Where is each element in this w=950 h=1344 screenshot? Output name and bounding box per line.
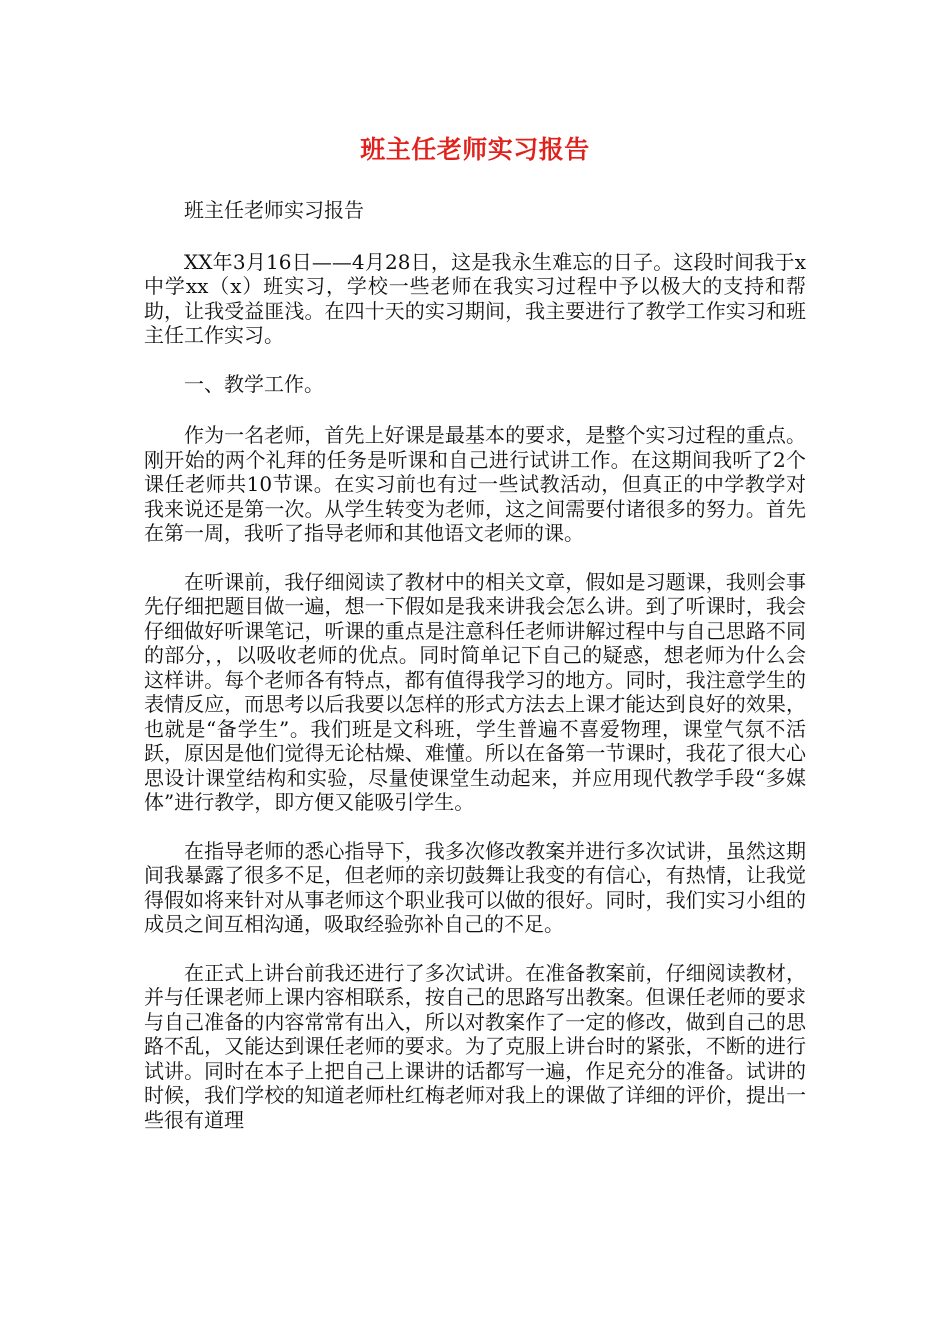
body-paragraph: 在正式上讲台前我还进行了多次试讲。在准备教案前，仔细阅读教材，并与任课老师上课内容相联系，按自己的思路写出教案。但课任老师的要求与自己准备的内容常常有出入，所以对教案作了一定的修改，做到自己的思路不乱，又能达到课任老师的要求。为了克服上讲台时的紧张，不断的进行试讲。同时在本子上把自己上课讲的话都写一遍，作足充分的准备。试讲的时候，我们学校的知道老师杜红梅老师对我上的课做了详细的评价，提出一些很有道理 — [144, 960, 806, 1132]
subtitle-paragraph: 班主任老师实习报告 — [184, 198, 364, 222]
body-paragraph: 在指导老师的悉心指导下，我多次修改教案并进行多次试讲，虽然这期间我暴露了很多不足，但老师的亲切鼓舞让我变的有信心，有热情，让我觉得假如将来针对从事老师这个职业我可以做的很好。同时，我们实习小组的成员之间互相沟通，吸取经验弥补自己的不足。 — [144, 838, 806, 936]
document-body — [144, 198, 806, 1156]
body-paragraph: 作为一名老师，首先上好课是最基本的要求，是整个实习过程的重点。刚开始的两个礼拜的任务是听课和自己进行试讲工作。在这期间我听了2个课任老师共10节课。在实习前也有过一些试教活动，但真正的中学教学对我来说还是第一次。从学生转变为老师，这之间需要付诸很多的努力。首先在第一周，我听了指导老师和其他语文老师的课。 — [144, 423, 806, 545]
intro-paragraph: XX年3月16日——4月28日，这是我永生难忘的日子。这段时间我于x中学xx（x）班实习，学校一些老师在我实习过程中予以极大的支持和帮助，让我受益匪浅。在四十天的实习期间，我主要进行了教学工作实习和班主任工作实习。 — [144, 249, 806, 347]
document-title: 班主任老师实习报告 — [360, 135, 590, 164]
body-paragraph: 在听课前，我仔细阅读了教材中的相关文章，假如是习题课，我则会事先仔细把题目做一遍，想一下假如是我来讲我会怎么讲。到了听课时，我会仔细做好听课笔记，听课的重点是注意科任老师讲解过程中与自己思路不同的部分，，以吸收老师的优点。同时简单记下自己的疑惑，想老师为什么会这样讲。每个老师各有特点，都有值得我学习的地方。同时，我注意学生的表情反应，而思考以后我要以怎样的形式方法去上课才能达到良好的效果，也就是“备学生”。我们班是文科班，学生普遍不喜爱物理，课堂气氛不活跃，原因是他们觉得无论枯燥、难懂。所以在备第一节课时，我花了很大心思设计课堂结构和实验，尽量使课堂生动起来，并应用现代教学手段“多媒体”进行教学，即方便又能吸引学生。 — [144, 569, 806, 814]
section-heading-teaching: 一、教学工作。 — [184, 371, 324, 396]
